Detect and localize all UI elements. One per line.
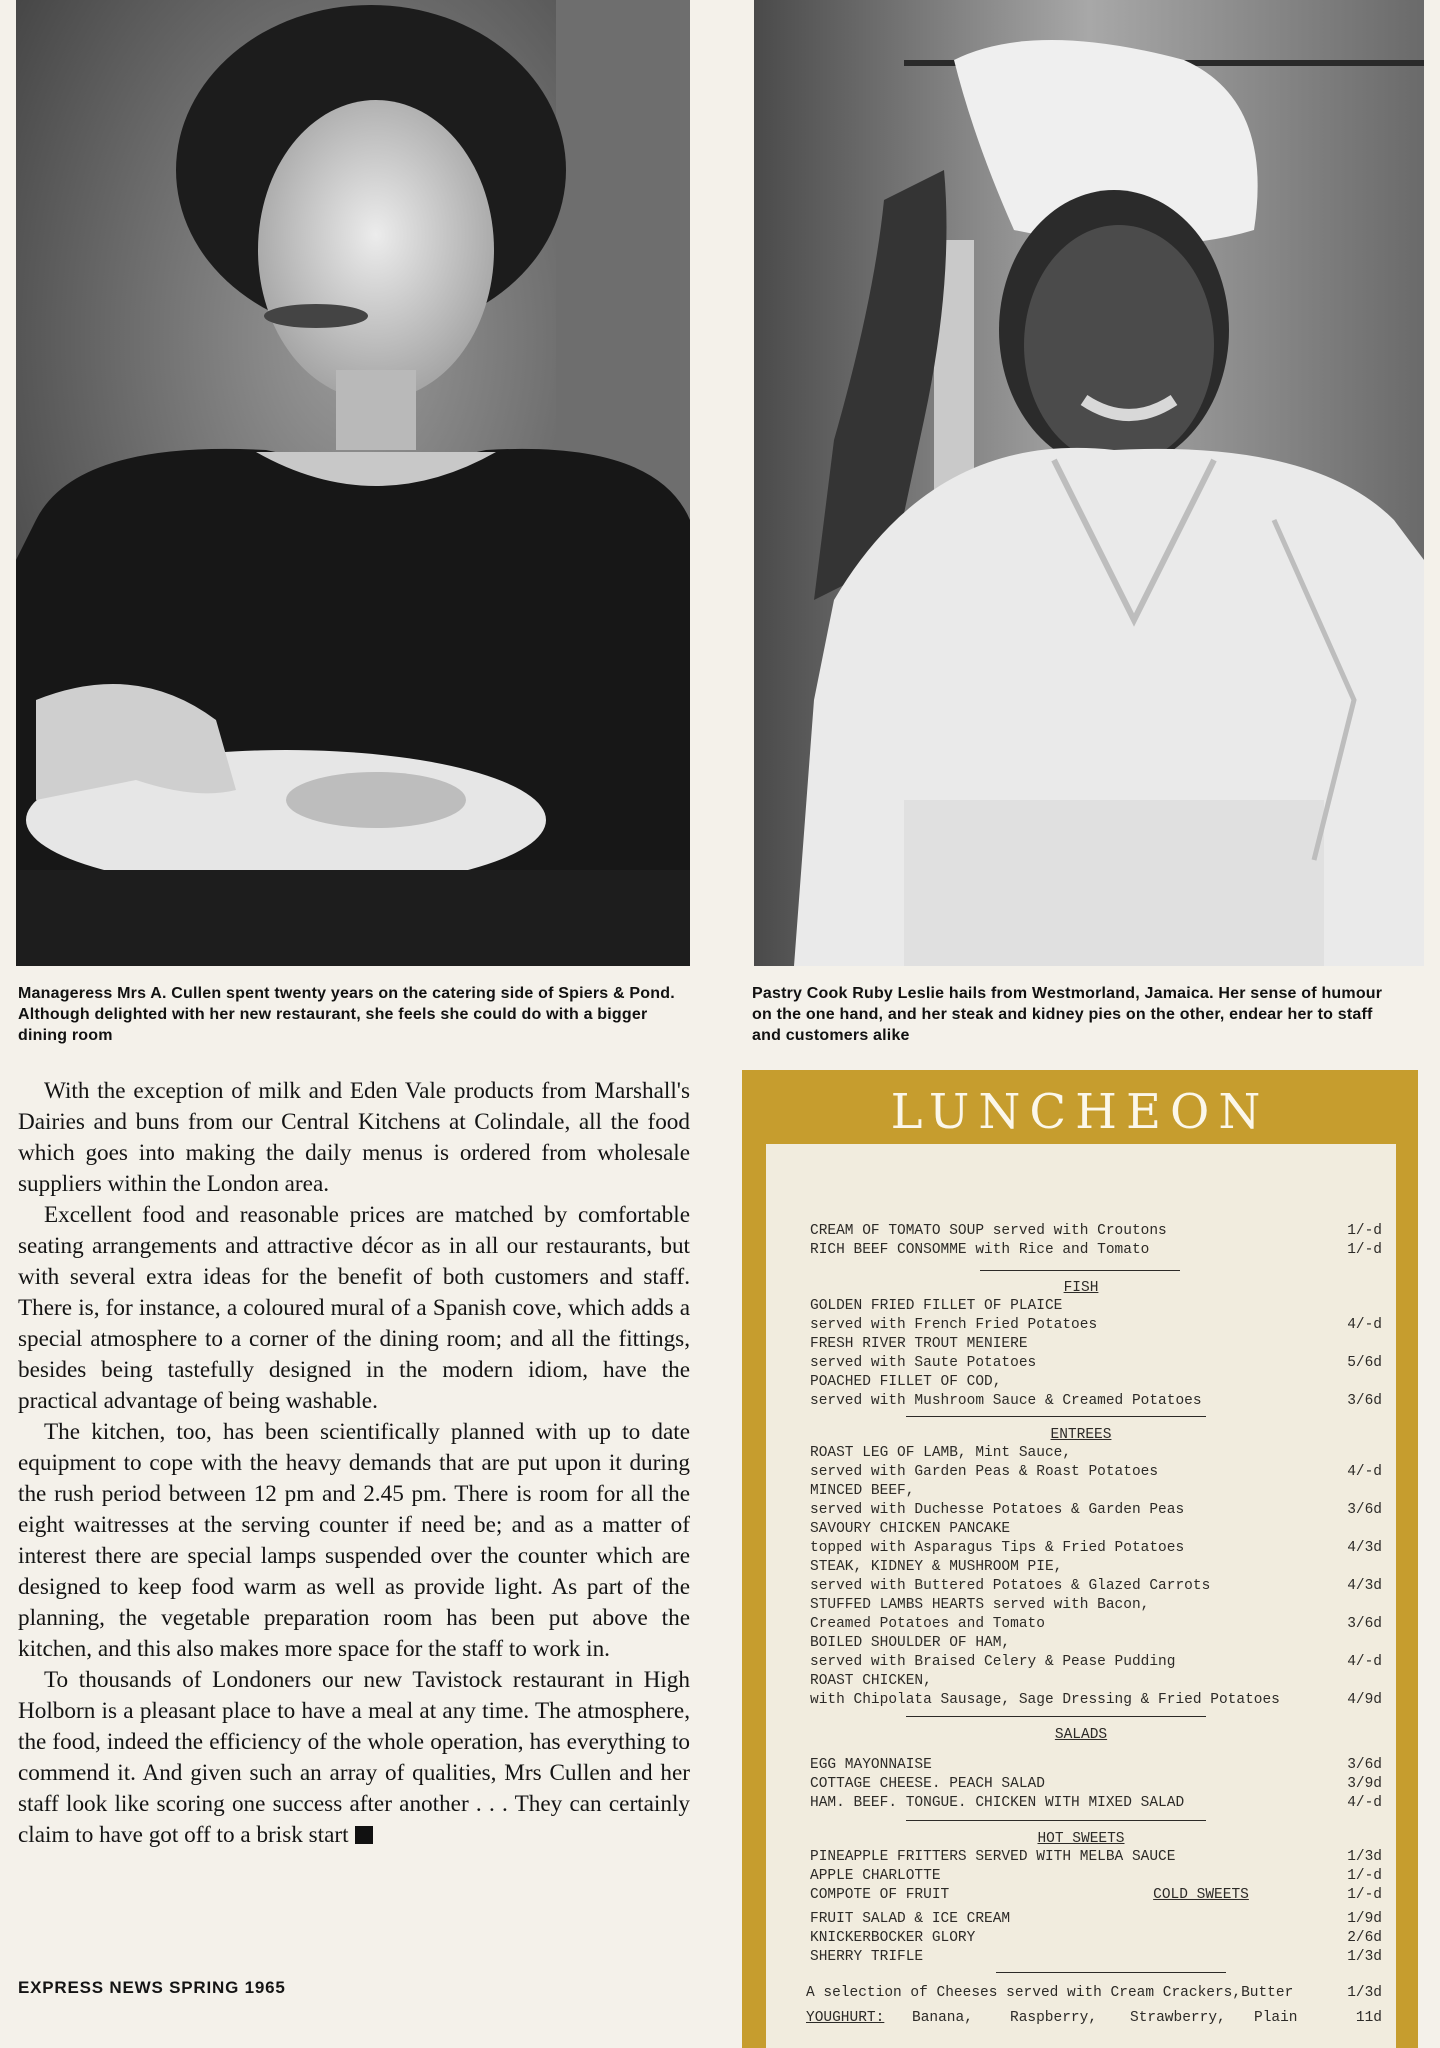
- menu-item-text: served with Braised Celery & Pease Pudding: [810, 1654, 1176, 1670]
- photo-pastry-cook: [754, 0, 1424, 966]
- caption-pastry-cook: Pastry Cook Ruby Leslie hails from Westmorland, Jamaica. Her sense of humour on the one hand, and her steak and kidney pies on the other, endear her to staff and customers alike: [752, 985, 1383, 1044]
- menu-item: [766, 1297, 1396, 1316]
- menu-item-text: CREAM OF TOMATO SOUP served with Croutons: [810, 1223, 1167, 1239]
- menu-item: [766, 1691, 1396, 1710]
- youghurt-flavour: Strawberry,: [1130, 2010, 1226, 2026]
- menu-item-cheese: [766, 1984, 1396, 2003]
- article-paragraph-last: [18, 1665, 690, 1851]
- menu-item-text: served with Buttered Potatoes & Glazed Carrots: [810, 1578, 1211, 1594]
- youghurt-label: YOUGHURT:: [806, 2010, 885, 2026]
- menu-item-price: 3/6d: [1347, 1502, 1382, 1518]
- menu-item-text: APPLE CHARLOTTE: [810, 1868, 941, 1884]
- menu-item: [766, 1634, 1396, 1653]
- menu-item: [766, 1672, 1396, 1691]
- divider: [980, 1270, 1180, 1271]
- menu-item-text: served with French Fried Potatoes: [810, 1317, 1098, 1333]
- menu-item-price: 1/3d: [1347, 1849, 1382, 1865]
- end-mark-icon: [355, 1826, 373, 1844]
- menu-item-price: 4/-d: [1347, 1317, 1382, 1333]
- menu-item-text: COMPOTE OF FRUIT: [810, 1887, 950, 1903]
- menu-title: LUNCHEON: [890, 1084, 1270, 1140]
- menu-item-price: 4/-d: [1347, 1654, 1382, 1670]
- menu-item: [766, 1596, 1396, 1615]
- menu-item-price: 2/6d: [1347, 1930, 1382, 1946]
- menu-item-price: 4/3d: [1347, 1578, 1382, 1594]
- menu-item-price: 1/-d: [1347, 1887, 1382, 1903]
- menu-item-text: KNICKERBOCKER GLORY: [810, 1930, 976, 1946]
- menu-item-text: topped with Asparagus Tips & Fried Potatoes: [810, 1540, 1185, 1556]
- menu-item: [766, 1910, 1396, 1929]
- menu-item: [766, 1241, 1396, 1260]
- menu-item: [766, 1929, 1396, 1948]
- menu-item-text: FRUIT SALAD & ICE CREAM: [810, 1911, 1011, 1927]
- menu-item-price: 1/-d: [1347, 1242, 1382, 1258]
- menu-item-text: MINCED BEEF,: [810, 1483, 915, 1499]
- menu-item: [766, 1501, 1396, 1520]
- menu-item: [766, 1392, 1396, 1411]
- menu-item-price: 3/6d: [1347, 1616, 1382, 1632]
- menu-item: [766, 1558, 1396, 1577]
- menu-item-price: 3/9d: [1347, 1776, 1382, 1792]
- menu-heading-fish: FISH: [1063, 1280, 1099, 1296]
- menu-item-text: served with Duchesse Potatoes & Garden Peas: [810, 1502, 1185, 1518]
- menu-item-text: A selection of Cheeses served with Cream Crackers,Butter: [806, 1985, 1294, 2001]
- menu-item: [766, 1848, 1396, 1867]
- menu-footer-row: [766, 2007, 1396, 2029]
- menu-heading-salads: SALADS: [1054, 1727, 1108, 1743]
- menu-item-price: 1/9d: [1347, 1911, 1382, 1927]
- menu-item-price: 4/-d: [1347, 1464, 1382, 1480]
- menu-item-text: served with Mushroom Sauce & Creamed Potatoes: [810, 1393, 1202, 1409]
- menu-item-price: 4/3d: [1347, 1540, 1382, 1556]
- menu-item: [766, 1373, 1396, 1392]
- menu-item: [766, 1482, 1396, 1501]
- divider: [906, 1716, 1206, 1717]
- menu-item-price: 4/-d: [1347, 1795, 1382, 1811]
- article-body: [18, 1076, 690, 1851]
- menu-item-text: served with Saute Potatoes: [810, 1355, 1037, 1371]
- menu-item-text: FRESH RIVER TROUT MENIERE: [810, 1336, 1028, 1352]
- menu-item: [766, 1463, 1396, 1482]
- article-paragraph: The kitchen, too, has been scientifically planned with up to date equipment to cope with the heavy demands that are put upon it during the rush period between 12 pm and 2.45 pm. There is room for all the eight waitresses at the serving counter if need be; and as a matter of interest there are special lamps suspended over the counter which are designed to keep food warm as well as provide light. As part of the planning, the vegetable preparation room has been put above the kitchen, and this also makes more space for the staff to work in.: [18, 1419, 690, 1662]
- menu-item-price: 1/-d: [1347, 1223, 1382, 1239]
- menu-item: [766, 1354, 1396, 1373]
- menu-item-text: ROAST LEG OF LAMB, Mint Sauce,: [810, 1445, 1072, 1461]
- menu-item-price: 3/6d: [1347, 1757, 1382, 1773]
- menu-item: [766, 1444, 1396, 1463]
- menu-item-text: STEAK, KIDNEY & MUSHROOM PIE,: [810, 1559, 1063, 1575]
- menu-item: [766, 1948, 1396, 1967]
- menu-item: [766, 1775, 1396, 1794]
- menu-item: [766, 1867, 1396, 1886]
- menu-item: [766, 1577, 1396, 1596]
- menu-item-text: SAVOURY CHICKEN PANCAKE: [810, 1521, 1011, 1537]
- menu-item: [766, 1222, 1396, 1241]
- menu-item-price: 1/3d: [1347, 1949, 1382, 1965]
- menu-item-text: GOLDEN FRIED FILLET OF PLAICE: [810, 1298, 1063, 1314]
- menu-item-text: HAM. BEEF. TONGUE. CHICKEN WITH MIXED SALAD: [810, 1795, 1185, 1811]
- caption-manageress: Manageress Mrs A. Cullen spent twenty years on the catering side of Spiers & Pond. Although delighted with her new restaurant, she feels she could do with a bigger dining room: [18, 985, 675, 1044]
- menu-item-text: with Chipolata Sausage, Sage Dressing & Fried Potatoes: [810, 1692, 1280, 1708]
- menu-item: [766, 1756, 1396, 1775]
- article-paragraph: With the exception of milk and Eden Vale products from Marshall's Dairies and buns from our Central Kitchens at Colindale, all the food which goes into making the daily menus is ordered from wholesale suppliers within the London area.: [18, 1078, 690, 1197]
- menu-item: [766, 1615, 1396, 1634]
- menu-item-text: STUFFED LAMBS HEARTS served with Bacon,: [810, 1597, 1150, 1613]
- photo-manageress: [16, 0, 690, 966]
- youghurt-flavour: Banana,: [912, 2010, 973, 2026]
- menu-item: [766, 1794, 1396, 1813]
- page-footer: EXPRESS NEWS SPRING 1965: [18, 1978, 286, 1997]
- menu-item: [766, 1653, 1396, 1672]
- youghurt-flavour: Plain: [1254, 2010, 1298, 2026]
- menu-item-text: Creamed Potatoes and Tomato: [810, 1616, 1045, 1632]
- menu-item: [766, 1316, 1396, 1335]
- menu-item-price: 1/3d: [1347, 1985, 1382, 2001]
- menu-item-text: COTTAGE CHEESE. PEACH SALAD: [810, 1776, 1045, 1792]
- luncheon-menu: [742, 1070, 1418, 2048]
- menu-heading-cold-sweets: COLD SWEETS: [1153, 1887, 1249, 1903]
- menu-item: [766, 1539, 1396, 1558]
- menu-sheet: [766, 1144, 1396, 2048]
- menu-item-text: RICH BEEF CONSOMME with Rice and Tomato: [810, 1242, 1150, 1258]
- menu-item-price: 5/6d: [1347, 1355, 1382, 1371]
- menu-item-text: EGG MAYONNAISE: [810, 1757, 932, 1773]
- youghurt-flavour: Raspberry,: [1010, 2010, 1098, 2026]
- divider: [996, 1972, 1226, 1973]
- menu-item-price: 3/6d: [1347, 1393, 1382, 1409]
- divider: [906, 1820, 1206, 1821]
- divider: [906, 1416, 1206, 1417]
- menu-heading-hot-sweets: HOT SWEETS: [1037, 1831, 1125, 1847]
- menu-item-text: served with Garden Peas & Roast Potatoes: [810, 1464, 1159, 1480]
- article-paragraph-text: To thousands of Londoners our new Tavistock restaurant in High Holborn is a pleasant place to have a meal at any time. The atmosphere, the food, indeed the efficiency of the whole operation, has everything to commend it. And given such an array of qualities, Mrs Cullen and her staff look like scoring one success after another . . . They can certainly claim to have got off to a brisk start: [18, 1667, 690, 1848]
- menu-item-price: 4/9d: [1347, 1692, 1382, 1708]
- article-paragraph: Excellent food and reasonable prices are matched by comfortable seating arrangements and attractive décor as in all our restaurants, but with several extra ideas for the benefit of both customers and staff. There is, for instance, a coloured mural of a Spanish cove, which adds a special atmosphere to a corner of the dining room; and all the fittings, besides being tastefully designed in the modern idiom, have the practical advantage of being washable.: [18, 1202, 690, 1414]
- menu-item-text: POACHED FILLET OF COD,: [810, 1374, 1002, 1390]
- menu-item-text: SHERRY TRIFLE: [810, 1949, 924, 1965]
- menu-item-price: 1/-d: [1347, 1868, 1382, 1884]
- menu-item-text: ROAST CHICKEN,: [810, 1673, 932, 1689]
- menu-item-price: 11d: [1355, 2010, 1382, 2026]
- menu-item-text: PINEAPPLE FRITTERS SERVED WITH MELBA SAUCE: [810, 1849, 1176, 1865]
- menu-heading-entrees: ENTREES: [1050, 1427, 1112, 1443]
- menu-item-text: BOILED SHOULDER OF HAM,: [810, 1635, 1011, 1651]
- menu-item: [766, 1335, 1396, 1354]
- menu-item: [766, 1520, 1396, 1539]
